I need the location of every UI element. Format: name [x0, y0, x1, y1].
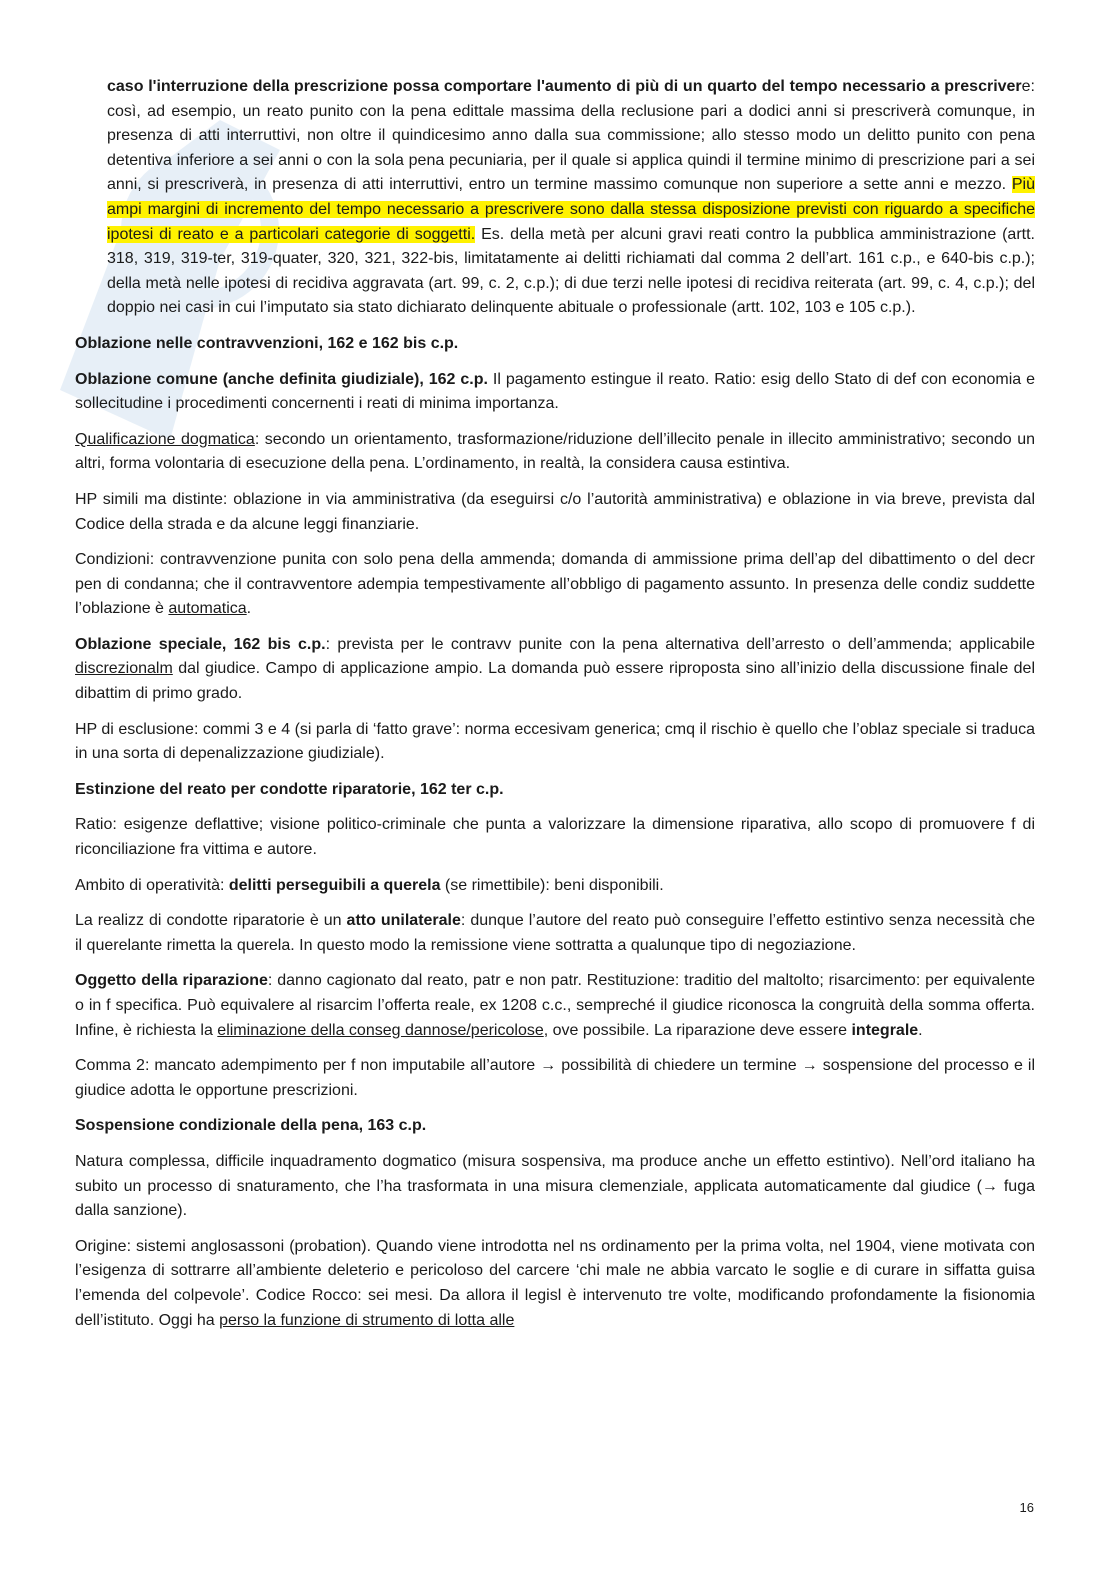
paragraph-esclusione: HP di esclusione: commi 3 e 4 (si parla di ‘fatto grave’: norma eccesivam generica; cmq il rischio è quello che l’oblaz speciale si traduca in una sorta di depenalizzazione giudiziale).	[75, 720, 1035, 763]
page-content	[75, 75, 1035, 1344]
bold-text: caso l'interruzione della prescrizione possa comportare l'aumento di più di un quarto del tempo necessario a prescriver	[107, 78, 1022, 95]
paragraph-prescrizione: caso l'interruzione della prescrizione possa comportare l'aumento di più di un quarto del tempo necessario a prescrivere: così, ad esempio, un reato punito con la pena edittale massima della reclusione pari a dodici anni si prescriverà comunque, in presenza di atti interruttivi, non oltre il quindicesimo anno dalla sua commissione; allo stesso modo un delitto punito con pena detentiva inferiore a sei anni o con la sola pena pecuniaria, per il quale si applica quindi il termine minimo di prescrizione pari a sei anni, si prescriverà, in presenza di atti interruttivi, entro un termine massimo comunque non superiore a sette anni e mezzo. Più ampi margini di incremento del tempo necessario a prescrivere sono dalla stessa disposizione previsti con riguardo a specifiche ipotesi di reato e a particolari categorie di soggetti. Es. della metà per alcuni gravi reati contro la pubblica amministrazione (artt. 318, 319, 319-ter, 319-quater, 320, 321, 322-bis, limitatamente ai delitti richiamati dal comma 2 dell’art. 161 c.p., e 640-bis c.p.); della metà nelle ipotesi di recidiva aggravata (art. 99, c. 2, c.p.); di due terzi nelle ipotesi di recidiva reiterata (art. 99, c. 4, c.p.); del doppio nei casi in cui l’imputato sia stato dichiarato delinquente abituale o professionale (artt. 102, 103 e 105 c.p.).	[107, 78, 1035, 317]
heading-estinzione: Estinzione del reato per condotte riparatorie, 162 ter c.p.	[75, 780, 504, 798]
page-number: 16	[1019, 1500, 1034, 1515]
paragraph-oblazione-speciale: Oblazione speciale, 162 bis c.p.: prevista per le contravv punite con la pena alternativa dell’arresto o dell’ammenda; applicabile discrezionalm dal giudice. Campo di applicazione ampio. La domanda può essere riproposta sino all’inizio della discussione finale del dibattim di primo grado.	[75, 635, 1035, 703]
heading-oblazione: Oblazione nelle contravvenzioni, 162 e 162 bis c.p.	[75, 334, 459, 352]
paragraph-ratio: Ratio: esigenze deflattive; visione politico-criminale che punta a valorizzare la dimensione riparativa, allo scopo di promuovere f di riconciliazione fra vittima e autore.	[75, 816, 1035, 859]
paragraph-oggetto: Oggetto della riparazione: danno cagionato dal reato, patr e non patr. Restituzione: traditio del maltolto; risarcimento: per equivalente o in f specifica. Può equivalere al risarcim l’offerta reale, ex 1208 c.c., sempreché il giudice riconosca la congruità della somma offerta. Infine, è richiesta la eliminazione della conseg dannose/pericolose, ove possibile. La riparazione deve essere integrale.	[75, 972, 1036, 1039]
paragraph-comma-2: Comma 2: mancato adempimento per f non imputabile all’autore → possibilità di chiedere un termine → sospensione del processo e il giudice adotta le opportune prescrizioni.	[75, 1057, 1036, 1099]
heading-sospensione: Sospensione condizionale della pena, 163 c.p.	[75, 1117, 427, 1135]
paragraph-ambito: Ambito di operatività: delitti perseguibili a querela (se rimettibile): beni disponibili.	[75, 876, 664, 894]
highlighted-text: Più ampi margini di incremento del tempo necessario a prescrivere sono dalla stessa disposizione previsti con riguardo a specifiche ipotesi di reato e a particolari categorie di soggetti.	[107, 176, 1035, 243]
arrow-right-icon: →	[981, 1177, 998, 1195]
paragraph-oblazione-comune: Oblazione comune (anche definita giudiziale), 162 c.p. Il pagamento estingue il reato. Ratio: esig dello Stato di def con economia e sollecitudine i procedimenti concernenti i reati di minima importanza.	[75, 370, 1036, 413]
paragraph-realizzazione: La realizz di condotte riparatorie è un atto unilaterale: dunque l’autore del reato può conseguire l’effetto estintivo senza necessità che il querelante rimetta la querela. In questo modo la remissione viene sottratta a qualunque tipo di negoziazione.	[75, 912, 1035, 954]
paragraph-qualificazione: Qualificazione dogmatica: secondo un orientamento, trasformazione/riduzione dell’illecito penale in illecito amministrativo; secondo un altri, forma volontaria di esecuzione della pena. L’ordinamento, in realtà, la considera causa estintiva.	[75, 430, 1036, 473]
paragraph-hp-simili: HP simili ma distinte: oblazione in via amministrativa (da eseguirsi c/o l’autorità amministrativa) e oblazione in via breve, prevista dal Codice della strada e da alcune leggi finanziarie.	[75, 490, 1035, 533]
paragraph-condizioni: Condizioni: contravvenzione punita con solo pena della ammenda; domanda di ammissione prima dell’ap del dibattimento o del decr pen di condanna; che il contravventore adempia tempestivamente all’obbligo di pagamento assunto. In presenza delle condiz suddette l’oblazione è automatica.	[75, 551, 1035, 618]
arrow-right-icon: →	[801, 1057, 818, 1075]
paragraph-natura: Natura complessa, difficile inquadramento dogmatico (misura sospensiva, ma produce anche un effetto estintivo). Nell’ord italiano ha subito un processo di snaturamento, che l’ha trasformata in una misura clemenziale, applicata automaticamente dal giudice (→ fuga dalla sanzione).	[75, 1152, 1035, 1220]
arrow-right-icon: →	[540, 1057, 557, 1075]
paragraph-origine: Origine: sistemi anglosassoni (probation). Quando viene introdotta nel ns ordinamento per la prima volta, nel 1904, viene motivata con l’esigenza di sottrarre all’ambiente deleterio e pericoloso del carcere ‘chi male ne abbia varcato le soglie e di curare in siffatta guisa l’emenda del colpevole’. Codice Rocco: sei mesi. Da allora il legisl è intervenuto tre volte, modificando profondamente la fisionomia dell’istituto. Oggi ha perso la funzione di strumento di lotta alle	[75, 1237, 1035, 1329]
